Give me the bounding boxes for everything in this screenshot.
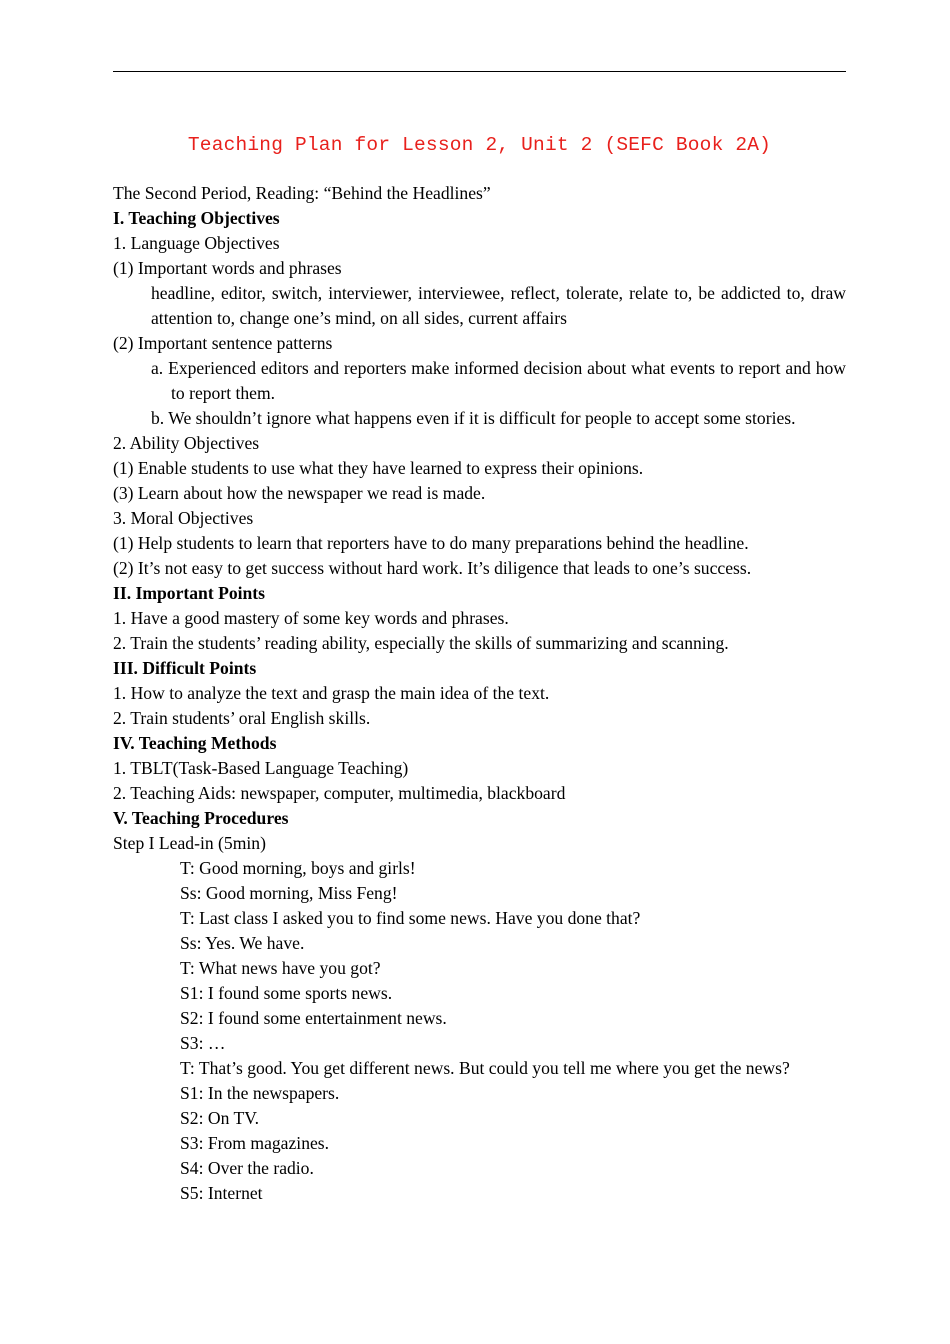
important-point-2: 2. Train the students’ reading ability, especially the skills of summarizing and scanning.: [113, 633, 729, 653]
step-1-heading: Step I Lead-in (5min): [113, 833, 266, 853]
dialogue-line: S4: Over the radio.: [180, 1158, 314, 1178]
words-phrases-heading: (1) Important words and phrases: [113, 258, 342, 278]
important-point-1: 1. Have a good mastery of some key words and phrases.: [113, 608, 509, 628]
language-objectives: 1. Language Objectives: [113, 233, 280, 253]
section-heading-methods: IV. Teaching Methods: [113, 733, 277, 753]
dialogue-line: S3: From magazines.: [180, 1133, 330, 1153]
section-heading-important-points: II. Important Points: [113, 583, 266, 603]
method-2: 2. Teaching Aids: newspaper, computer, multimedia, blackboard: [113, 783, 566, 803]
period-line: The Second Period, Reading: “Behind the Headlines”: [113, 183, 491, 203]
difficult-point-2: 2. Train students’ oral English skills.: [113, 708, 371, 728]
section-heading-difficult-points: III. Difficult Points: [113, 658, 257, 678]
sentence-pattern-a: a. Experienced editors and reporters make informed decision about what events to report and how to report them.: [151, 358, 846, 403]
section-heading-procedures: V. Teaching Procedures: [113, 808, 289, 828]
dialogue-line: T: What news have you got?: [180, 958, 381, 978]
sentence-pattern-b: b. We shouldn’t ignore what happens even if it is difficult for people to accept some stories.: [151, 408, 796, 428]
ability-item-3: (3) Learn about how the newspaper we read is made.: [113, 483, 486, 503]
dialogue-line: T: That’s good. You get different news. But could you tell me where you get the news?: [180, 1058, 790, 1078]
moral-objectives: 3. Moral Objectives: [113, 508, 254, 528]
dialogue-line: S5: Internet: [180, 1183, 263, 1203]
sentence-patterns-heading: (2) Important sentence patterns: [113, 333, 333, 353]
dialogue-line: S2: I found some entertainment news.: [180, 1008, 447, 1028]
dialogue-line: S2: On TV.: [180, 1108, 260, 1128]
header-rule: [113, 71, 846, 72]
dialogue-line: Ss: Yes. We have.: [180, 933, 305, 953]
dialogue-line: S1: In the newspapers.: [180, 1083, 340, 1103]
document-body: [113, 181, 846, 1206]
ability-item-1: (1) Enable students to use what they have learned to express their opinions.: [113, 458, 644, 478]
method-1: 1. TBLT(Task-Based Language Teaching): [113, 758, 409, 778]
moral-item-1: (1) Help students to learn that reporters have to do many preparations behind the headline.: [113, 533, 749, 553]
dialogue-line: S1: I found some sports news.: [180, 983, 393, 1003]
moral-item-2: (2) It’s not easy to get success without hard work. It’s diligence that leads to one’s success.: [113, 558, 752, 578]
document-title: Teaching Plan for Lesson 2, Unit 2 (SEFC Book 2A): [187, 134, 772, 156]
dialogue-line: S3: …: [180, 1033, 226, 1053]
dialogue-line: Ss: Good morning, Miss Feng!: [180, 883, 398, 903]
ability-objectives: 2. Ability Objectives: [113, 433, 260, 453]
dialogue-line: T: Good morning, boys and girls!: [180, 858, 416, 878]
difficult-point-1: 1. How to analyze the text and grasp the main idea of the text.: [113, 683, 550, 703]
words-phrases-list: headline, editor, switch, interviewer, interviewee, reflect, tolerate, relate to, be addicted to, draw attention to, change one’s mind, on all sides, current affairs: [151, 283, 846, 328]
dialogue-line: T: Last class I asked you to find some news. Have you done that?: [180, 908, 641, 928]
section-heading-objectives: I. Teaching Objectives: [113, 208, 280, 228]
